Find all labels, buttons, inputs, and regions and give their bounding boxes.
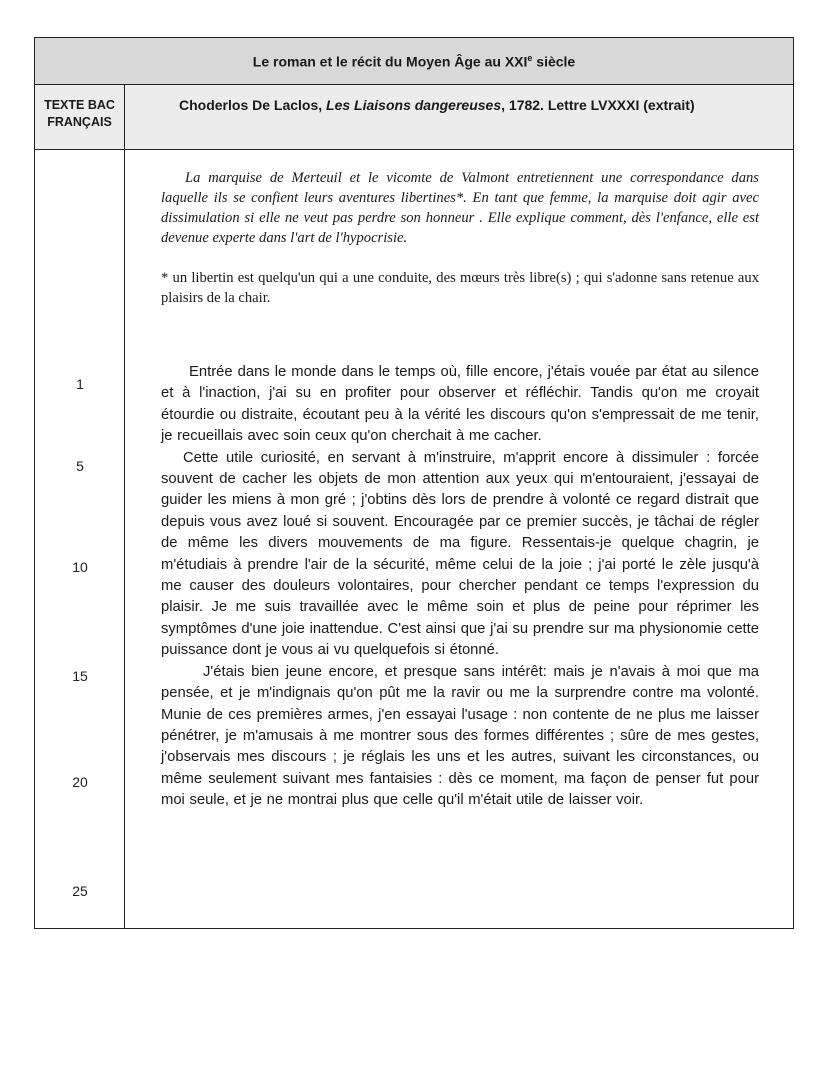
document-title	[35, 38, 794, 85]
work-details: , 1782. Lettre LVXXXI (extrait)	[501, 97, 695, 113]
excerpt-paragraph-2: Cette utile curiosité, en servant à m'instruire, m'apprit encore à dissimuler : forcée souvent de cacher les objets de mon attention aux yeux qui m'entouraient, j'essayai de guider les miens à mon gré ; j'obtins dès lors de prendre à volonté ce regard distrait que depuis vous avez loué si souvent. Encouragée par ce premier succès, je tâchai de régler de même les divers mouvements de ma figure. Ressentais-je quelque chagrin, je m'étudiais à prendre l'air de la sécurité, même celui de la joie ; j'ai porté le zèle jusqu'à me causer des douleurs volontaires, pour chercher pendant ce temps l'expression du plaisir. Je me suis travaillée avec le même soin et plus de peine pour réprimer les symptômes d'une joie inattendue. C'est ainsi que j'ai su prendre sur ma physionomie cette puissance dont je vous ai vu quelquefois si étonné.	[161, 449, 759, 659]
text-label-line2: FRANÇAIS	[47, 115, 112, 129]
line-number: 1	[76, 376, 84, 392]
title-superscript: e	[527, 52, 533, 63]
author-name: Choderlos De Laclos,	[179, 97, 327, 113]
intro-paragraph: La marquise de Merteuil et le vicomte de Valmont entretiennent une correspondance dans laquelle ils se confient leurs aventures libertines*. En tant que femme, la marquise doit agir avec dissimulation si elle ne veut pas perdre son honneur . Elle explique comment, dès l'enfance, elle est devenue experte dans l'art de l'hypocrisie.	[161, 170, 759, 246]
excerpt-paragraph-3: J'étais bien jeune encore, et presque sans intérêt: mais je n'avais à moi que ma pensée, et je m'indignais qu'on pût me la ravir ou me la surprendre contre ma volonté. Munie de ces premières armes, j'en essayai l'usage : non contente de ne plus me laisser pénétrer, je m'amusais à me montrer sous des formes différentes ; sûre de mes gestes, j'observais mes discours ; je réglais les uns et les autres, suivant les circonstances, ou même seulement suivant mes fantaisies : dès ce moment, ma façon de penser fut pour moi seule, et je ne montrai plus que celle qu'il m'était utile de laisser voir.	[161, 663, 759, 809]
source-reference	[125, 85, 794, 150]
line-number: 25	[72, 883, 88, 899]
title-end: siècle	[532, 53, 576, 70]
work-title: Les Liaisons dangereuses	[326, 97, 502, 113]
title-main: Le roman et le récit du Moyen Âge au XXI	[252, 53, 528, 70]
source-row	[35, 85, 794, 150]
line-numbers-column	[35, 150, 125, 929]
text-label	[35, 85, 125, 150]
text-label-line1: TEXTE BAC	[44, 98, 115, 112]
document-table	[34, 37, 794, 929]
line-number: 20	[72, 774, 88, 790]
line-number: 5	[76, 458, 84, 474]
title-row	[35, 38, 794, 85]
excerpt-paragraph-1: Entrée dans le monde dans le temps où, fille encore, j'étais vouée par état au silence et à l'inaction, j'ai su en profiter pour observer et réfléchir. Tandis qu'on me croyait étourdie ou distraite, écoutant peu à la vérité les discours qu'on s'empressait de me tenir, je recueillais avec soin ceux qu'on cherchait à me cacher.	[161, 364, 759, 445]
line-number: 15	[72, 668, 88, 684]
footnote: * un libertin est quelqu'un qui a une conduite, des mœurs très libre(s) ; qui s'adonne sans retenue aux plaisirs de la chair.	[161, 270, 759, 306]
text-content	[125, 150, 794, 929]
excerpt	[161, 362, 759, 812]
line-number: 10	[72, 559, 88, 575]
body-row	[35, 150, 794, 929]
